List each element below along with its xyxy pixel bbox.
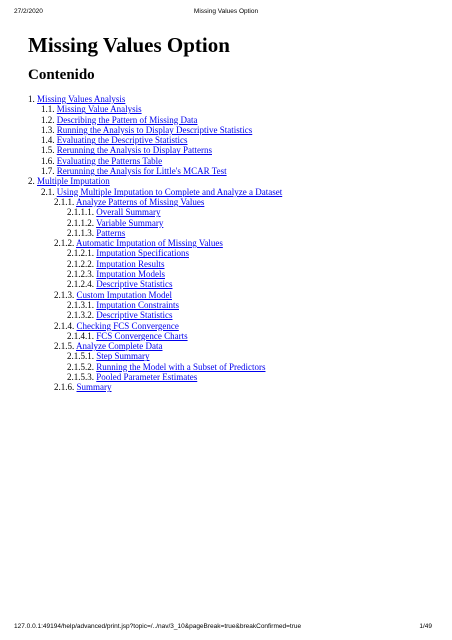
toc-entry [28, 269, 438, 279]
toc-entry-number: 2.1.5. [54, 341, 75, 352]
toc-entry [28, 238, 438, 248]
toc-entry-number: 2.1.6. [54, 382, 75, 393]
toc-entry [28, 382, 438, 392]
toc-entry-link[interactable]: Summary [76, 382, 112, 393]
toc-entry-link[interactable]: FCS Convergence Charts [96, 330, 188, 341]
toc-entry-number: 2. [28, 176, 35, 187]
toc-entry-link[interactable]: Evaluating the Patterns Table [56, 155, 163, 166]
toc-entry-number: 2.1.5.2. [67, 361, 94, 372]
toc-entry-number: 1.4. [41, 135, 55, 146]
toc-entry-number: 1.2. [41, 114, 55, 125]
toc-entry-link[interactable]: Imputation Results [96, 258, 165, 269]
toc-entry [28, 145, 438, 155]
toc-entry [28, 125, 438, 135]
toc-entry-link[interactable]: Imputation Constraints [96, 299, 179, 310]
toc-entry-link[interactable]: Pooled Parameter Estimates [96, 372, 198, 383]
toc-entry-link[interactable]: Imputation Specifications [96, 248, 189, 259]
toc-entry-number: 2.1.4.1. [67, 330, 94, 341]
toc-entry [28, 290, 438, 300]
toc-entry [28, 351, 438, 361]
toc-entry-link[interactable]: Rerunning the Analysis to Display Patterns [56, 145, 212, 156]
print-footer-page-number: 1/49 [419, 623, 432, 630]
toc-entry-number: 1.3. [41, 124, 55, 135]
toc-entry-number: 2.1. [41, 186, 55, 197]
toc-entry [28, 176, 438, 186]
toc-entry-link[interactable]: Variable Summary [96, 217, 164, 228]
toc-entry-link[interactable]: Automatic Imputation of Missing Values [76, 238, 223, 249]
toc-entry-link[interactable]: Missing Value Analysis [56, 104, 142, 115]
toc-entry-number: 2.1.4. [54, 320, 75, 331]
toc-entry-link[interactable]: Checking FCS Convergence [76, 320, 179, 331]
toc-entry-link[interactable]: Using Multiple Imputation to Complete and Analyze a Dataset [56, 186, 283, 197]
table-of-contents [28, 94, 438, 393]
toc-entry [28, 310, 438, 320]
toc-entry [28, 197, 438, 207]
toc-entry [28, 372, 438, 382]
toc-heading: Contenido [28, 67, 95, 83]
toc-entry-number: 2.1.1.1. [67, 207, 94, 218]
toc-entry-number: 2.1.1. [54, 196, 75, 207]
toc-entry-number: 2.1.3.1. [67, 299, 94, 310]
toc-entry-number: 2.1.3. [54, 289, 75, 300]
toc-entry-number: 2.1.5.1. [67, 351, 94, 362]
toc-entry-link[interactable]: Evaluating the Descriptive Statistics [56, 135, 188, 146]
toc-entry-number: 2.1.2.2. [67, 258, 94, 269]
toc-entry [28, 166, 438, 176]
toc-entry-link[interactable]: Running the Model with a Subset of Predictors [96, 361, 266, 372]
toc-entry-number: 2.1.5.3. [67, 372, 94, 383]
toc-entry-link[interactable]: Overall Summary [96, 207, 161, 218]
toc-entry-link[interactable]: Analyze Patterns of Missing Values [76, 196, 205, 207]
toc-entry-link[interactable]: Analyze Complete Data [76, 341, 163, 352]
document-title: Missing Values Option [28, 33, 230, 57]
toc-entry [28, 94, 438, 104]
toc-entry [28, 248, 438, 258]
toc-entry-number: 1.6. [41, 155, 55, 166]
toc-entry-number: 2.1.2.1. [67, 248, 94, 259]
toc-entry [28, 279, 438, 289]
toc-entry-number: 1.5. [41, 145, 55, 156]
toc-entry [28, 259, 438, 269]
toc-entry-link[interactable]: Descriptive Statistics [96, 279, 173, 290]
toc-entry-number: 2.1.3.2. [67, 310, 94, 321]
toc-entry-link[interactable]: Custom Imputation Model [76, 289, 172, 300]
toc-entry-number: 2.1.2. [54, 238, 75, 249]
toc-entry-link[interactable]: Patterns [96, 227, 126, 238]
toc-entry [28, 187, 438, 197]
toc-entry-number: 1. [28, 94, 35, 104]
print-header-title: Missing Values Option [193, 8, 259, 15]
toc-entry-number: 2.1.1.3. [67, 227, 94, 238]
toc-entry [28, 331, 438, 341]
toc-entry [28, 115, 438, 125]
toc-entry-number: 2.1.1.2. [67, 217, 94, 228]
toc-entry-number: 1.1. [41, 104, 55, 115]
toc-entry-link[interactable]: Rerunning the Analysis for Little's MCAR Test [56, 166, 227, 177]
toc-entry [28, 228, 438, 238]
toc-entry-number: 2.1.2.3. [67, 269, 94, 280]
toc-entry [28, 321, 438, 331]
toc-entry [28, 362, 438, 372]
toc-entry-link[interactable]: Missing Values Analysis [37, 94, 126, 104]
toc-entry [28, 218, 438, 228]
toc-entry-link[interactable]: Descriptive Statistics [96, 310, 173, 321]
toc-entry [28, 135, 438, 145]
toc-entry-link[interactable]: Step Summary [96, 351, 150, 362]
toc-entry [28, 104, 438, 114]
toc-entry-number: 1.7. [41, 166, 55, 177]
print-footer-url: 127.0.0.1:49194/help/advanced/print.jsp?topic=/../nav/3_10&pageBreak=true&breakConfirmed=true [14, 623, 302, 630]
toc-entry-link[interactable]: Running the Analysis to Display Descriptive Statistics [56, 124, 253, 135]
toc-entry [28, 341, 438, 351]
toc-entry [28, 300, 438, 310]
toc-entry [28, 156, 438, 166]
toc-entry-link[interactable]: Describing the Pattern of Missing Data [56, 114, 198, 125]
toc-entry-link[interactable]: Multiple Imputation [37, 176, 110, 187]
print-header-date: 27/2/2020 [14, 8, 43, 15]
toc-entry-link[interactable]: Imputation Models [96, 269, 165, 280]
toc-entry [28, 207, 438, 217]
toc-entry-number: 2.1.2.4. [67, 279, 94, 290]
